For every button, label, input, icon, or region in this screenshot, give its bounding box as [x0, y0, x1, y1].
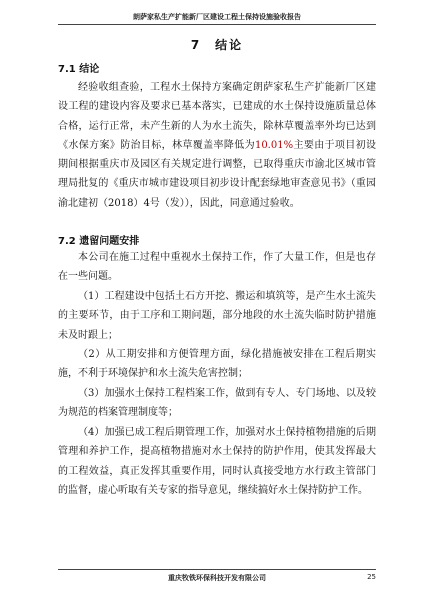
conclusion-text-part2: 主要由于项目初设期间根据重庆市及园区有关规定进行调整，已取得重庆市渝北区城市管理局批复的《重庆市城市建设项目初步设计配套绿地审查意见书》（重园渝北建初（2018）4号（发）），因此，同意通过验收。 [58, 139, 377, 209]
page-number: 25 [367, 573, 376, 581]
issue-item-2: （2）从工期安排和方便管理方面，绿化措施被安排在工程后期实施，不利于环境保护和水土流失危害控制； [58, 349, 376, 380]
issue-item-3: （3）加强水土保持工程档案工作，做到有专人、专门场地、以及较为规范的档案管理制度等； [58, 388, 376, 419]
issue-item-4: （4）加强已成工程后期管理工作，加强对水土保持植物措施的后期管理和养护工作，提高植物措施对水土保持的防护作用，使其发挥最大的工程效益，真正发挥其重要作用，同时认真接受地方水行政主管部门的监督，虚心听取有关专家的指导意见，继续搞好水土保持防护工作。 [58, 427, 376, 496]
page-footer [58, 573, 376, 583]
page-header: 朗萨家私生产扩能新厂区建设工程土保持设施验收报告 [133, 13, 301, 21]
forest-coverage-value: 10.01% [254, 139, 294, 151]
footer-company: 重庆牧铁环保科技开发有限公司 [168, 574, 266, 582]
issue-item-1: （1）工程建设中包括土石方开挖、搬运和填筑等，是产生水土流失的主要环节，由于工序和工期问题，部分地段的水土流失临时防护措施未及时跟上； [58, 291, 376, 341]
footer-rule [58, 569, 376, 570]
header-rule [58, 24, 376, 25]
conclusion-paragraph [58, 78, 376, 213]
section-title-conclusion: 7.1 结论 [58, 64, 100, 75]
conclusion-text-part1: 经验收组查验，工程水土保持方案确定朗萨家私生产扩能新厂区建设工程的建设内容及要求已基本落实，已建成的水土保持设施质量总体合格，运行正常，未产生新的人为水土流失，除林草覆盖率外均已达到《水保方案》防治目标，林草覆盖率降低为 [58, 82, 376, 151]
issues-intro-paragraph: 本公司在施工过程中重视水土保持工作，作了大量工作，但是也存在一些问题。 [58, 252, 376, 283]
section-title-remaining-issues: 7.2 遗留问题安排 [58, 236, 140, 247]
chapter-title: 7 结论 [190, 38, 244, 52]
